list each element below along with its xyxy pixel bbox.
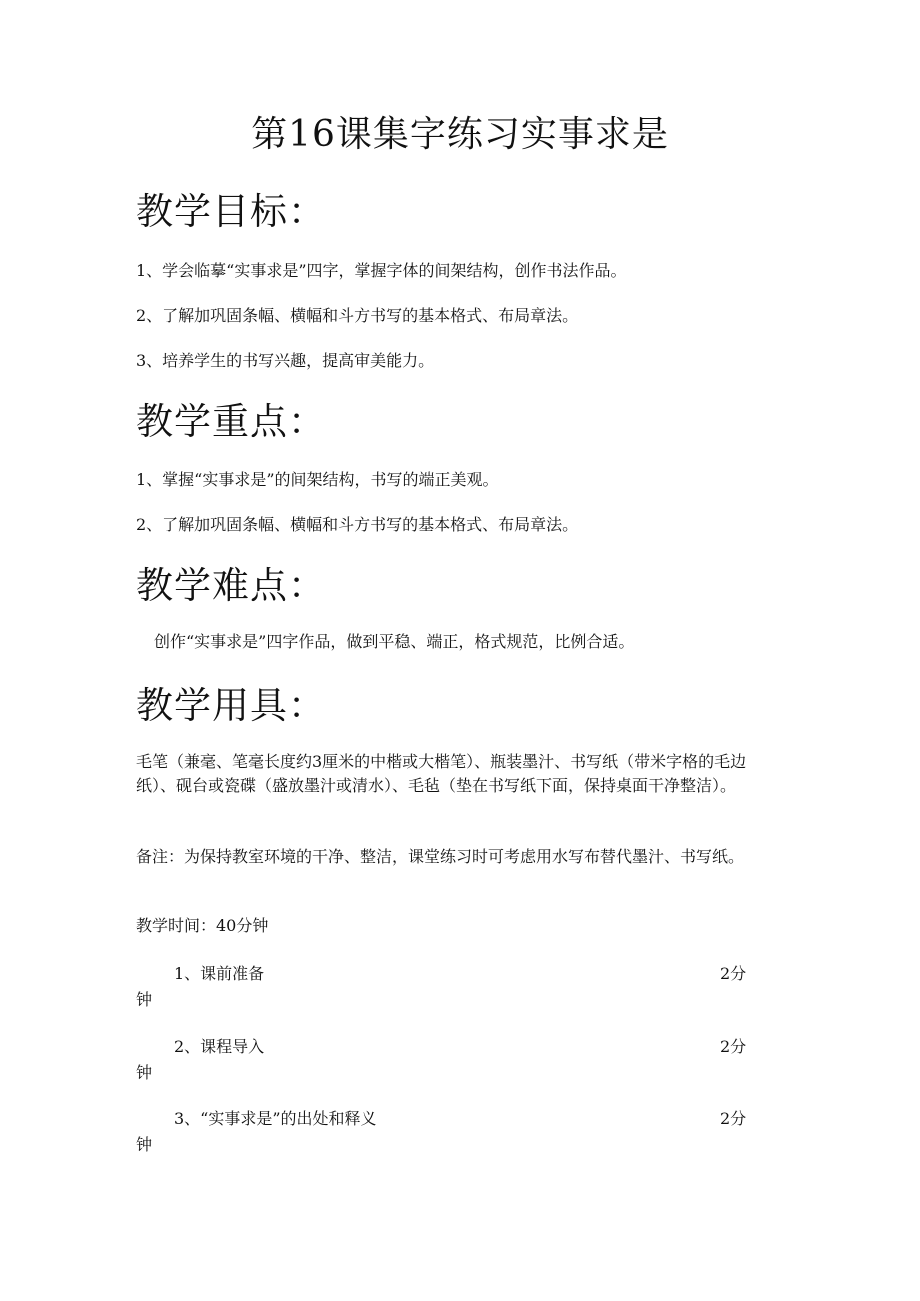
objective-item-2: 2、了解加巩固条幅、横幅和斗方书写的基本格式、布局章法。 xyxy=(136,306,579,325)
time-item-name: 3、“实事求是”的出处和释义 xyxy=(174,1109,377,1128)
document-title: 第16课集字练习实事求是 xyxy=(251,114,669,155)
time-item-minutes: 2分 xyxy=(720,1109,747,1128)
tools-text: 毛笔（兼毫、笔毫长度约3厘米的中楷或大楷笔）、瓶装墨汁、书写纸（带米字格的毛边纸）、砚台或瓷碟（盛放墨汁或清水）、毛毡（垫在书写纸下面，保持桌面干净整洁）。 xyxy=(136,752,747,795)
objective-item-3: 3、培养学生的书写兴趣，提高审美能力。 xyxy=(136,351,435,370)
key-point-item-1: 1、掌握“实事求是”的间架结构，书写的端正美观。 xyxy=(136,470,499,489)
time-item-minutes: 2分 xyxy=(720,1037,747,1056)
time-item-unit: 钟 xyxy=(136,990,153,1009)
time-item-unit: 钟 xyxy=(136,1135,153,1154)
difficulties-text: 创作“实事求是”四字作品，做到平稳、端正，格式规范，比例合适。 xyxy=(154,632,635,651)
tools-note: 备注：为保持教室环境的干净、整洁，课堂练习时可考虑用水写布替代墨汁、书写纸。 xyxy=(136,847,745,866)
teaching-time-label: 教学时间：40分钟 xyxy=(136,916,269,935)
time-item-minutes: 2分 xyxy=(720,964,747,983)
key-points-heading: 教学重点： xyxy=(136,400,326,443)
objectives-heading: 教学目标： xyxy=(136,190,326,233)
tools-heading: 教学用具： xyxy=(136,684,326,727)
objective-item-1: 1、学会临摹“实事求是”四字，掌握字体的间架结构，创作书法作品。 xyxy=(136,261,627,280)
time-item-unit: 钟 xyxy=(136,1063,153,1082)
time-item-name: 2、课程导入 xyxy=(174,1037,265,1056)
key-point-item-2: 2、了解加巩固条幅、横幅和斗方书写的基本格式、布局章法。 xyxy=(136,515,579,534)
difficulties-heading: 教学难点： xyxy=(136,564,326,607)
time-item-name: 1、课前准备 xyxy=(174,964,265,983)
